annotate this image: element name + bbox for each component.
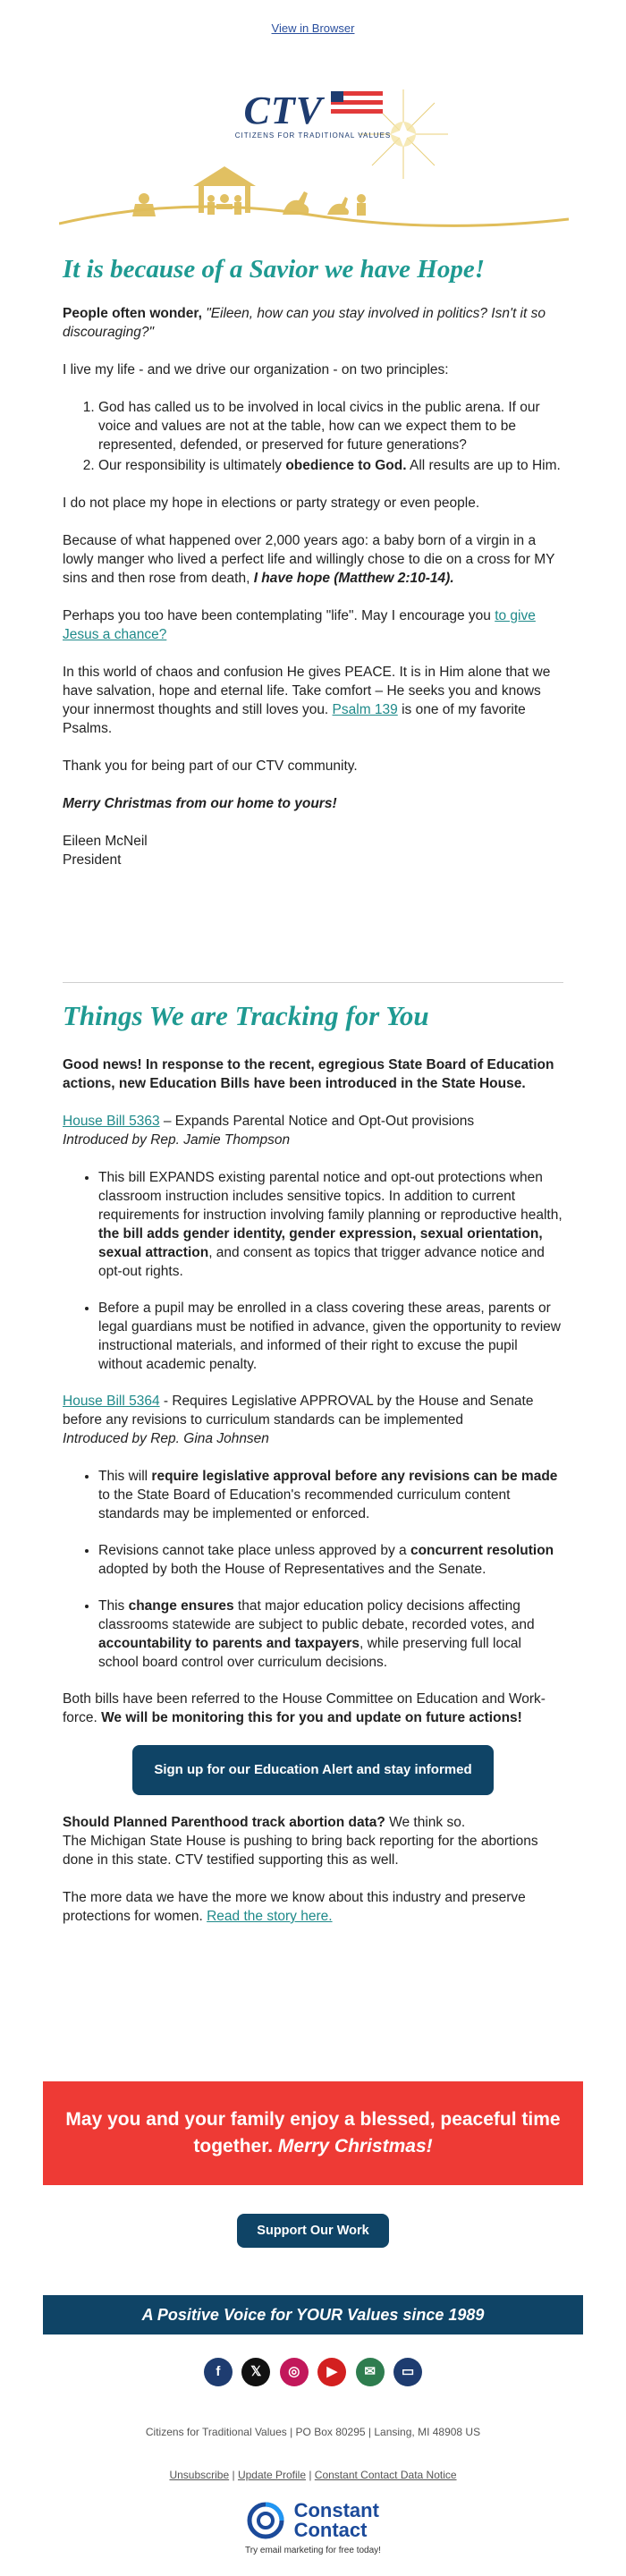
bill2-heading [63, 1392, 563, 1429]
thanks-paragraph: Thank you for being part of our CTV community. [63, 758, 358, 774]
b1-1-post: , and consent as topics that trigger advance notice and opt-out rights. [98, 1245, 545, 1279]
banner-line: May you and your family enjoy a blessed, peaceful time together. [65, 2109, 561, 2157]
section-savior [63, 255, 563, 284]
support-button-wrap [0, 2214, 626, 2248]
pp-heading [63, 1813, 563, 1832]
cc-data-notice-link[interactable]: Constant Contact Data Notice [314, 2469, 457, 2481]
merry-christmas-text: Merry Christmas from our home to yours! [63, 796, 337, 811]
principle-2-bold: obedience to God. [285, 458, 407, 473]
christmas-banner [43, 2081, 583, 2185]
section2-title: Things We are Tracking for You [63, 1000, 429, 1031]
signup-button-wrap [63, 1745, 563, 1795]
merry-christmas-line [63, 794, 563, 813]
b2-3-post: , while preserving full local school board control over curriculum decisions. [98, 1636, 521, 1670]
signature-title: President [63, 852, 122, 868]
cc-name-1: Constant [293, 2499, 379, 2521]
bill1-desc: – Expands Parental Notice and Opt-Out provisions [159, 1114, 475, 1129]
b2-2-post: adopted by both the House of Representatives and the Senate. [98, 1562, 486, 1577]
principle-1: 1. God has called us to be involved in local civics in the public arena. If our voice and values are not at the table, how can we expect them to be represented, defended, or preserved for future generations? [98, 398, 563, 454]
house-bill-5364-link[interactable]: House Bill 5364 [63, 1394, 160, 1409]
peace-paragraph [63, 663, 563, 738]
bill2-bullet-3 [98, 1597, 563, 1672]
bill1-bullet-2: • Before a pupil may be enrolled in a class covering these areas, parents or legal guardians must be notified in advance, given the opportunity to review instructional materials, and informed of their right to excuse the pupil without academic penalty. [98, 1299, 563, 1374]
bill2-intro [63, 1429, 563, 1448]
pp-more-text: The more data we have the more we know about this industry and preserve protections for women. [63, 1890, 526, 1924]
view-in-browser-link[interactable]: View in Browser [271, 21, 355, 35]
peace-post: is one of my favorite Psalms. [63, 702, 526, 736]
unsubscribe-link[interactable]: Unsubscribe [169, 2469, 230, 2481]
contemplate-paragraph [63, 606, 563, 644]
savior-paragraph [63, 531, 563, 588]
flag-icon [331, 91, 383, 118]
give-jesus-chance-link[interactable]: to give Jesus a chance? [63, 608, 536, 642]
update-profile-link[interactable]: Update Profile [237, 2469, 306, 2481]
hope-paragraph: I do not place my hope in elections or party strategy or even people. [63, 496, 480, 511]
b2-1-pre: This will [98, 1469, 152, 1484]
section1-title: It is because of a Savior we have Hope! [63, 255, 486, 284]
footer-separator: | [309, 2469, 315, 2481]
youtube-icon[interactable]: ▶ [317, 2358, 346, 2386]
intro-bold: People often wonder, [63, 306, 207, 321]
email-icon[interactable]: ✉ [356, 2358, 385, 2386]
constant-contact-name [294, 2501, 379, 2540]
pp-more [63, 1888, 563, 1926]
bill2-bullet-2 [98, 1541, 563, 1579]
bill2-desc: - Requires Legislative APPROVAL by the House and Senate before any revisions to curriculum standards can be implemented [63, 1394, 534, 1428]
bill1-bullet-1 [98, 1168, 563, 1281]
b1-1-pre: This bill EXPANDS existing parental notice and opt-out protections when classroom instruction includes sensitive topics. In addition to current requirements for instruction involving family planning or reproductive health, [98, 1170, 563, 1223]
pp-bold: Should Planned Parenthood track abortion data? [63, 1815, 385, 1830]
cc-tagline: Try email marketing for free today! [245, 2546, 381, 2555]
tracking-lead: Good news! In response to the recent, egregious State Board of Education actions, new Education Bills have been introduced in the State House. [63, 1057, 554, 1091]
b2-3-bold2: accountability to parents and taxpayers [98, 1636, 360, 1651]
savior-bold: I have hope (Matthew 2:10-14). [253, 571, 454, 586]
signature-name: Eileen McNeil [63, 834, 148, 849]
b2-2-pre: Revisions cannot take place unless approved by a [98, 1543, 410, 1558]
principle-2-post: All results are up to Him. [406, 458, 561, 473]
b1-1-bold: the bill adds gender identity, gender expression, sexual orientation, sexual attraction [98, 1226, 543, 1260]
pp-post: We think so. [385, 1815, 466, 1830]
section2-body [63, 1055, 563, 1926]
intro-quote: "Eileen, how can you stay involved in politics? Isn't it so discouraging?" [63, 306, 546, 340]
b2-1-bold: require legislative approval before any revisions can be made [151, 1469, 558, 1484]
bill1-heading [63, 1112, 563, 1131]
intro-paragraph [63, 304, 563, 342]
facebook-icon[interactable]: f [204, 2358, 233, 2386]
section-tracking [63, 1000, 563, 1032]
ctv-logo [0, 88, 626, 142]
cc-name-2: Contact [293, 2519, 368, 2541]
education-alert-signup-button[interactable]: Sign up for our Education Alert and stay informed [132, 1745, 493, 1795]
principle-2-pre: Our responsibility is ultimately [98, 458, 286, 473]
logo-tagline: CITIZENS FOR TRADITIONAL VALUES [234, 131, 392, 140]
constant-contact-icon [247, 2502, 284, 2539]
closing-text: Both bills have been referred to the House Committee on Education and Work-force. [63, 1691, 546, 1725]
b2-3-bold1: change ensures [128, 1598, 234, 1614]
bill1-bullets [63, 1168, 563, 1374]
social-icons [0, 2358, 626, 2386]
contemplate-text: Perhaps you too have been contemplating "life". May I encourage you [63, 608, 495, 623]
footer-address: Citizens for Traditional Values | PO Box 80295 | Lansing, MI 48908 US [145, 2426, 481, 2438]
house-bill-5363-link[interactable]: House Bill 5363 [63, 1114, 160, 1129]
principle-2 [98, 456, 563, 475]
savior-text: Because of what happened over 2,000 years ago: a baby born of a virgin in a lowly manger who lived a perfect life and willingly chose to die on a cross for MY sins and then rose from death, [63, 533, 555, 586]
bill1-intro-text: Introduced by Rep. Jamie Thompson [63, 1132, 291, 1148]
principles-list [63, 398, 563, 475]
bills-closing [63, 1690, 563, 1727]
b2-2-bold: concurrent resolution [410, 1543, 554, 1558]
pp-body: The Michigan State House is pushing to bring back reporting for the abortions done in this state. CTV testified supporting this as well. [63, 1834, 538, 1868]
b2-1-post: to the State Board of Education's recommended curriculum content standards may be implemented or enforced. [98, 1487, 511, 1521]
instagram-icon[interactable]: ◎ [280, 2358, 309, 2386]
constant-contact-badge[interactable] [0, 2501, 626, 2555]
x-icon[interactable]: 𝕏 [241, 2358, 270, 2386]
footer-separator: | [232, 2469, 238, 2481]
footer-links [0, 2469, 626, 2481]
psalm-139-link[interactable]: Psalm 139 [332, 702, 398, 717]
read-story-link[interactable]: Read the story here. [207, 1909, 333, 1924]
positive-voice-band: A Positive Voice for YOUR Values since 1989 [43, 2295, 583, 2334]
b2-3-pre: This [98, 1598, 129, 1614]
closing-bold: We will be monitoring this for you and update on future actions! [101, 1710, 522, 1725]
b2-3-mid: that major education policy decisions affecting classrooms statewide are subject to public debate, recorded votes, and [98, 1598, 535, 1632]
bill2-intro-text: Introduced by Rep. Gina Johnsen [63, 1431, 269, 1446]
section1-body [63, 304, 563, 869]
bill2-bullet-1 [98, 1467, 563, 1523]
principles-intro: I live my life - and we drive our organization - on two principles: [63, 362, 449, 377]
banner-italic: Merry Christmas! [277, 2136, 433, 2157]
support-our-work-button[interactable]: Support Our Work [237, 2214, 388, 2248]
logo-text: CTV [243, 89, 324, 132]
website-icon[interactable]: ▭ [393, 2358, 422, 2386]
bill1-intro [63, 1131, 563, 1149]
bill2-bullets [63, 1467, 563, 1672]
section-divider [63, 982, 563, 983]
view-in-browser [0, 21, 626, 35]
peace-text: In this world of chaos and confusion He gives PEACE. It is in Him alone that we have salvation, hope and eternal life. Take comfort – He seeks you and knows your innermost thoughts and still loves you. [63, 665, 551, 717]
